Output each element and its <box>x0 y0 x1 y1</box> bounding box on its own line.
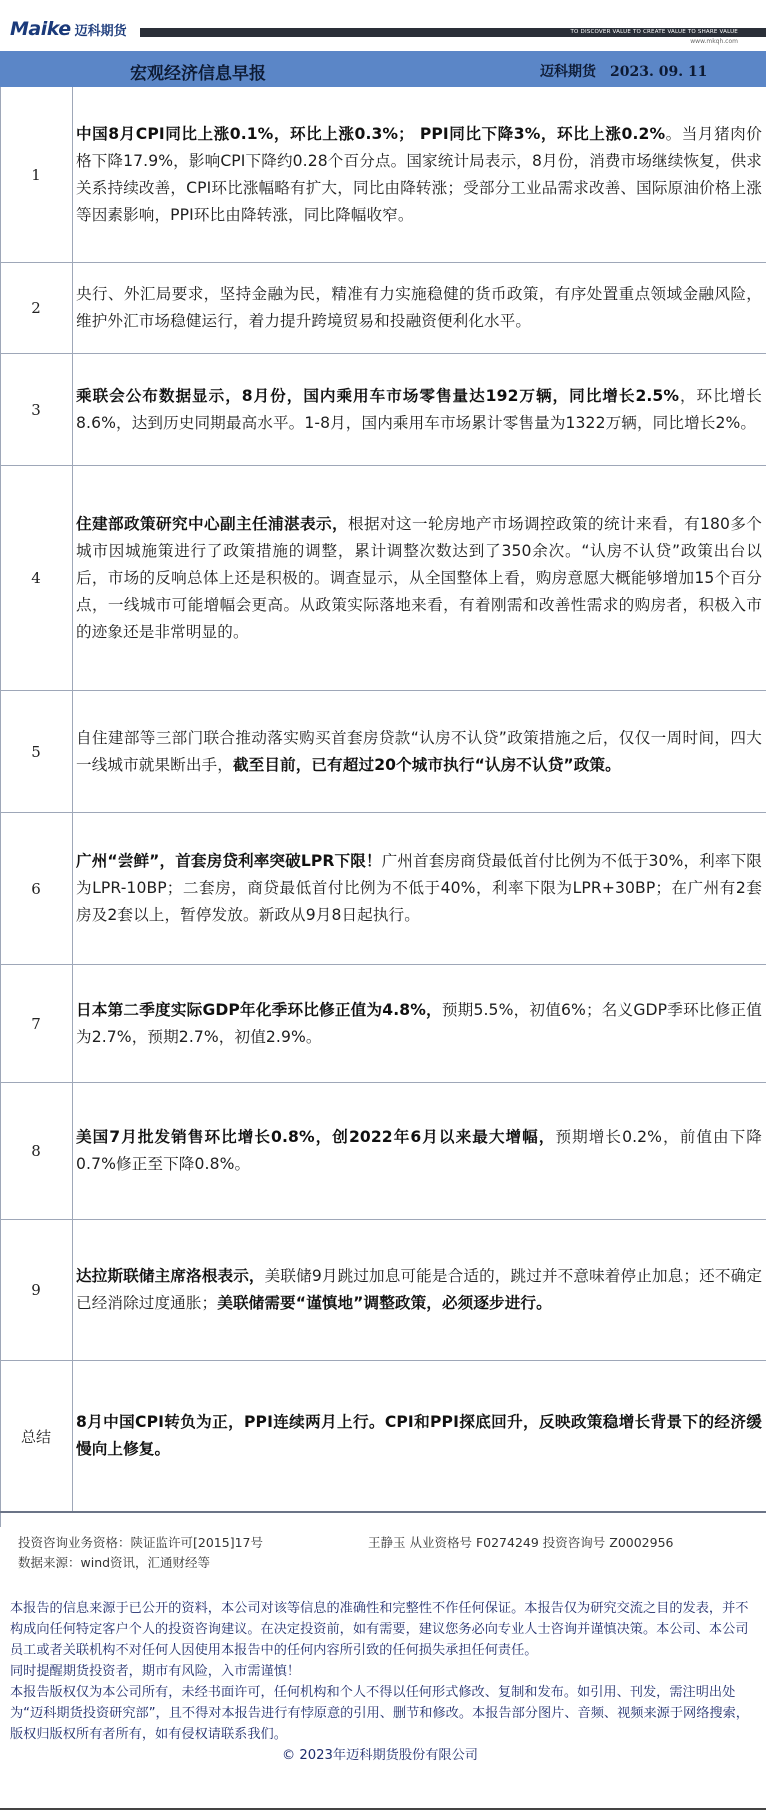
disclaimer-paragraph: 同时提醒期货投资者，期市有风险，入市需谨慎！ <box>10 1664 301 1679</box>
report-header <box>0 51 766 87</box>
slogan: TO DISCOVER VALUE TO CREATE VALUE TO SHARE VALUE <box>570 29 738 35</box>
row-headline: 达拉斯联储主席洛根表示， <box>76 1267 265 1285</box>
row-number: 6 <box>0 813 73 964</box>
row-body: 广州首套房商贷最低首付比例为不低于30%，利率下限为LPR-10BP；二套房，商贷最低首付比例为不低于40%，利率下限为LPR+30BP；在广州有2套房及2套以上，暂停发放。新政从9月8日起执行。 <box>76 852 762 924</box>
row-headline: 广州“尝鲜”，首套房贷利率突破LPR下限！ <box>76 852 382 870</box>
qualification: 投资咨询业务资格：陕证监许可[2015]17号 <box>18 1535 263 1550</box>
row-content <box>76 263 762 353</box>
row-headline: 中国8月CPI同比上涨0.1%，环比上涨0.3%； PPI同比下降3%，环比上涨0.2% <box>76 124 666 143</box>
news-row <box>0 691 766 813</box>
row-body: 美联储9月跳过加息可能是合适的，跳过并不意味着停止加息；还不确定已经消除过度通胀； <box>76 1267 763 1312</box>
analyst-info: 王静玉 从业资格号 F0274249 投资咨询号 Z0002956 <box>368 1535 674 1550</box>
row-body: ，环比增长8.6%，达到历史同期最高水平。1-8月，国内乘用车市场累计零售量为1322万辆，同比增长2%。 <box>76 386 762 432</box>
report-meta <box>540 61 721 81</box>
row-number: 1 <box>0 87 73 262</box>
row-content <box>76 965 762 1082</box>
report-date: 2023. 09. 11 <box>610 64 708 80</box>
row-body: 。当月猪肉价格下降17.9%，影响CPI下降约0.28个百分点。国家统计局表示，8月份，消费市场继续恢复，供求关系持续改善，CPI环比涨幅略有扩大，同比由降转涨；受部分工业品需求改善、国际原油价格上涨等因素影响，PPI环比由降转涨，同比降幅收窄。 <box>76 124 762 224</box>
logo-mark: Maike <box>10 18 71 40</box>
row-body: 央行、外汇局要求，坚持金融为民，精准有力实施稳健的货币政策，有序处置重点领域金融风险，维护外汇市场稳健运行，着力提升跨境贸易和投融资便利化水平。 <box>76 285 762 330</box>
disclaimer <box>10 1598 750 1766</box>
row-number: 2 <box>0 263 73 353</box>
row-body: 根据对这一轮房地产市场调控政策的统计来看，有180多个城市因城施策进行了政策措施的调整，累计调整次数达到了350余次。“认房不认贷”政策出台以后，市场的反响总体上还是积极的。调查显示，从全国整体上看，购房意愿大概能够增加15个百分点，一线城市可能增幅会更高。从政策实际落地来看，有着刚需和改善性需求的购房者，积极入市的迹象还是非常明显的。 <box>76 514 763 641</box>
news-row <box>0 466 766 691</box>
row-content <box>76 354 762 465</box>
summary-text: 8月中国CPI转负为正，PPI连续两月上行。CPI和PPI探底回升，反映政策稳增长背景下的经济缓慢向上修复。 <box>76 1413 762 1458</box>
disclaimer-paragraph: 本报告版权仅为本公司所有，未经书面许可，任何机构和个人不得以任何形式修改、复制和发布。如引用、刊发，需注明出处为“迈科期货投资研究部”，且不得对本报告进行有悖原意的引用、删节和修改。本报告部分图片、音频、视频来源于网络搜索，版权归版权所有者所有，如有侵权请联系我们。 <box>10 1685 749 1742</box>
news-row <box>0 1083 766 1220</box>
row-number: 5 <box>0 691 73 812</box>
row-headline: 截至目前，已有超过20个城市执行“认房不认贷”政策。 <box>232 755 621 774</box>
row-content <box>76 466 762 690</box>
news-row <box>0 1220 766 1361</box>
row-headline: 乘联会公布数据显示，8月份，国内乘用车市场零售量达192万辆，同比增长2.5% <box>76 386 680 405</box>
row-content <box>76 1361 762 1511</box>
company-logo <box>10 18 127 40</box>
row-number: 4 <box>0 466 73 690</box>
disclaimer-paragraph: 本报告的信息来源于已公开的资料，本公司对该等信息的准确性和完整性不作任何保证。本报告仅为研究交流之目的发表，并不构成向任何特定客户个人的投资咨询建议。在决定投资前，如有需要，建议您务必向专业人士咨询并谨慎决策。本公司、本公司员工或者关联机构不对任何人因使用本报告中的任何内容所引致的任何损失承担任何责任。 <box>10 1601 749 1658</box>
news-row <box>0 263 766 354</box>
row-number: 8 <box>0 1083 73 1219</box>
row-content <box>76 1083 762 1219</box>
news-row <box>0 354 766 466</box>
row-body: 预期增长0.2%，前值由下降0.7%修正至下降0.8%。 <box>76 1128 762 1173</box>
news-row <box>0 965 766 1083</box>
row-headline: 住建部政策研究中心副主任浦湛表示， <box>76 514 348 533</box>
data-source: 数据来源：wind资讯，汇通财经等 <box>18 1555 211 1570</box>
row-content <box>76 691 762 812</box>
website: www.mkqh.com <box>690 38 738 45</box>
row-body: 自住建部等三部门联合推动落实购买首套房贷款“认房不认贷”政策措施之后，仅仅一周时间，四大一线城市就果断出手， <box>76 728 762 774</box>
row-number: 7 <box>0 965 73 1082</box>
news-row <box>0 87 766 263</box>
logo-cn: 迈科期货 <box>74 23 127 39</box>
row-content <box>76 1220 762 1360</box>
copyright: © 2023年迈科期货股份有限公司 <box>281 1748 478 1763</box>
report-title: 宏观经济信息早报 <box>130 64 266 84</box>
row-content <box>76 813 762 964</box>
report-info <box>18 1533 263 1573</box>
top-bar <box>0 0 766 50</box>
bottom-rule <box>0 1808 766 1810</box>
row-body: 预期5.5%，初值6%；名义GDP季环比修正值为2.7%，预期2.7%，初值2.9%。 <box>76 1000 763 1046</box>
row-number: 3 <box>0 354 73 465</box>
row-content <box>76 87 762 262</box>
summary-row <box>0 1361 766 1513</box>
row-headline: 日本第二季度实际GDP年化季环比修正值为4.8%， <box>76 1000 442 1019</box>
row-headline: 美国7月批发销售环比增长0.8%，创2022年6月以来最大增幅， <box>76 1128 556 1146</box>
news-row <box>0 813 766 965</box>
row-headline-2: 美联储需要“谨慎地”调整政策，必须逐步进行。 <box>217 1294 552 1312</box>
row-label: 总结 <box>0 1361 73 1511</box>
company-name: 迈科期货 <box>540 64 596 80</box>
row-number: 9 <box>0 1220 73 1360</box>
